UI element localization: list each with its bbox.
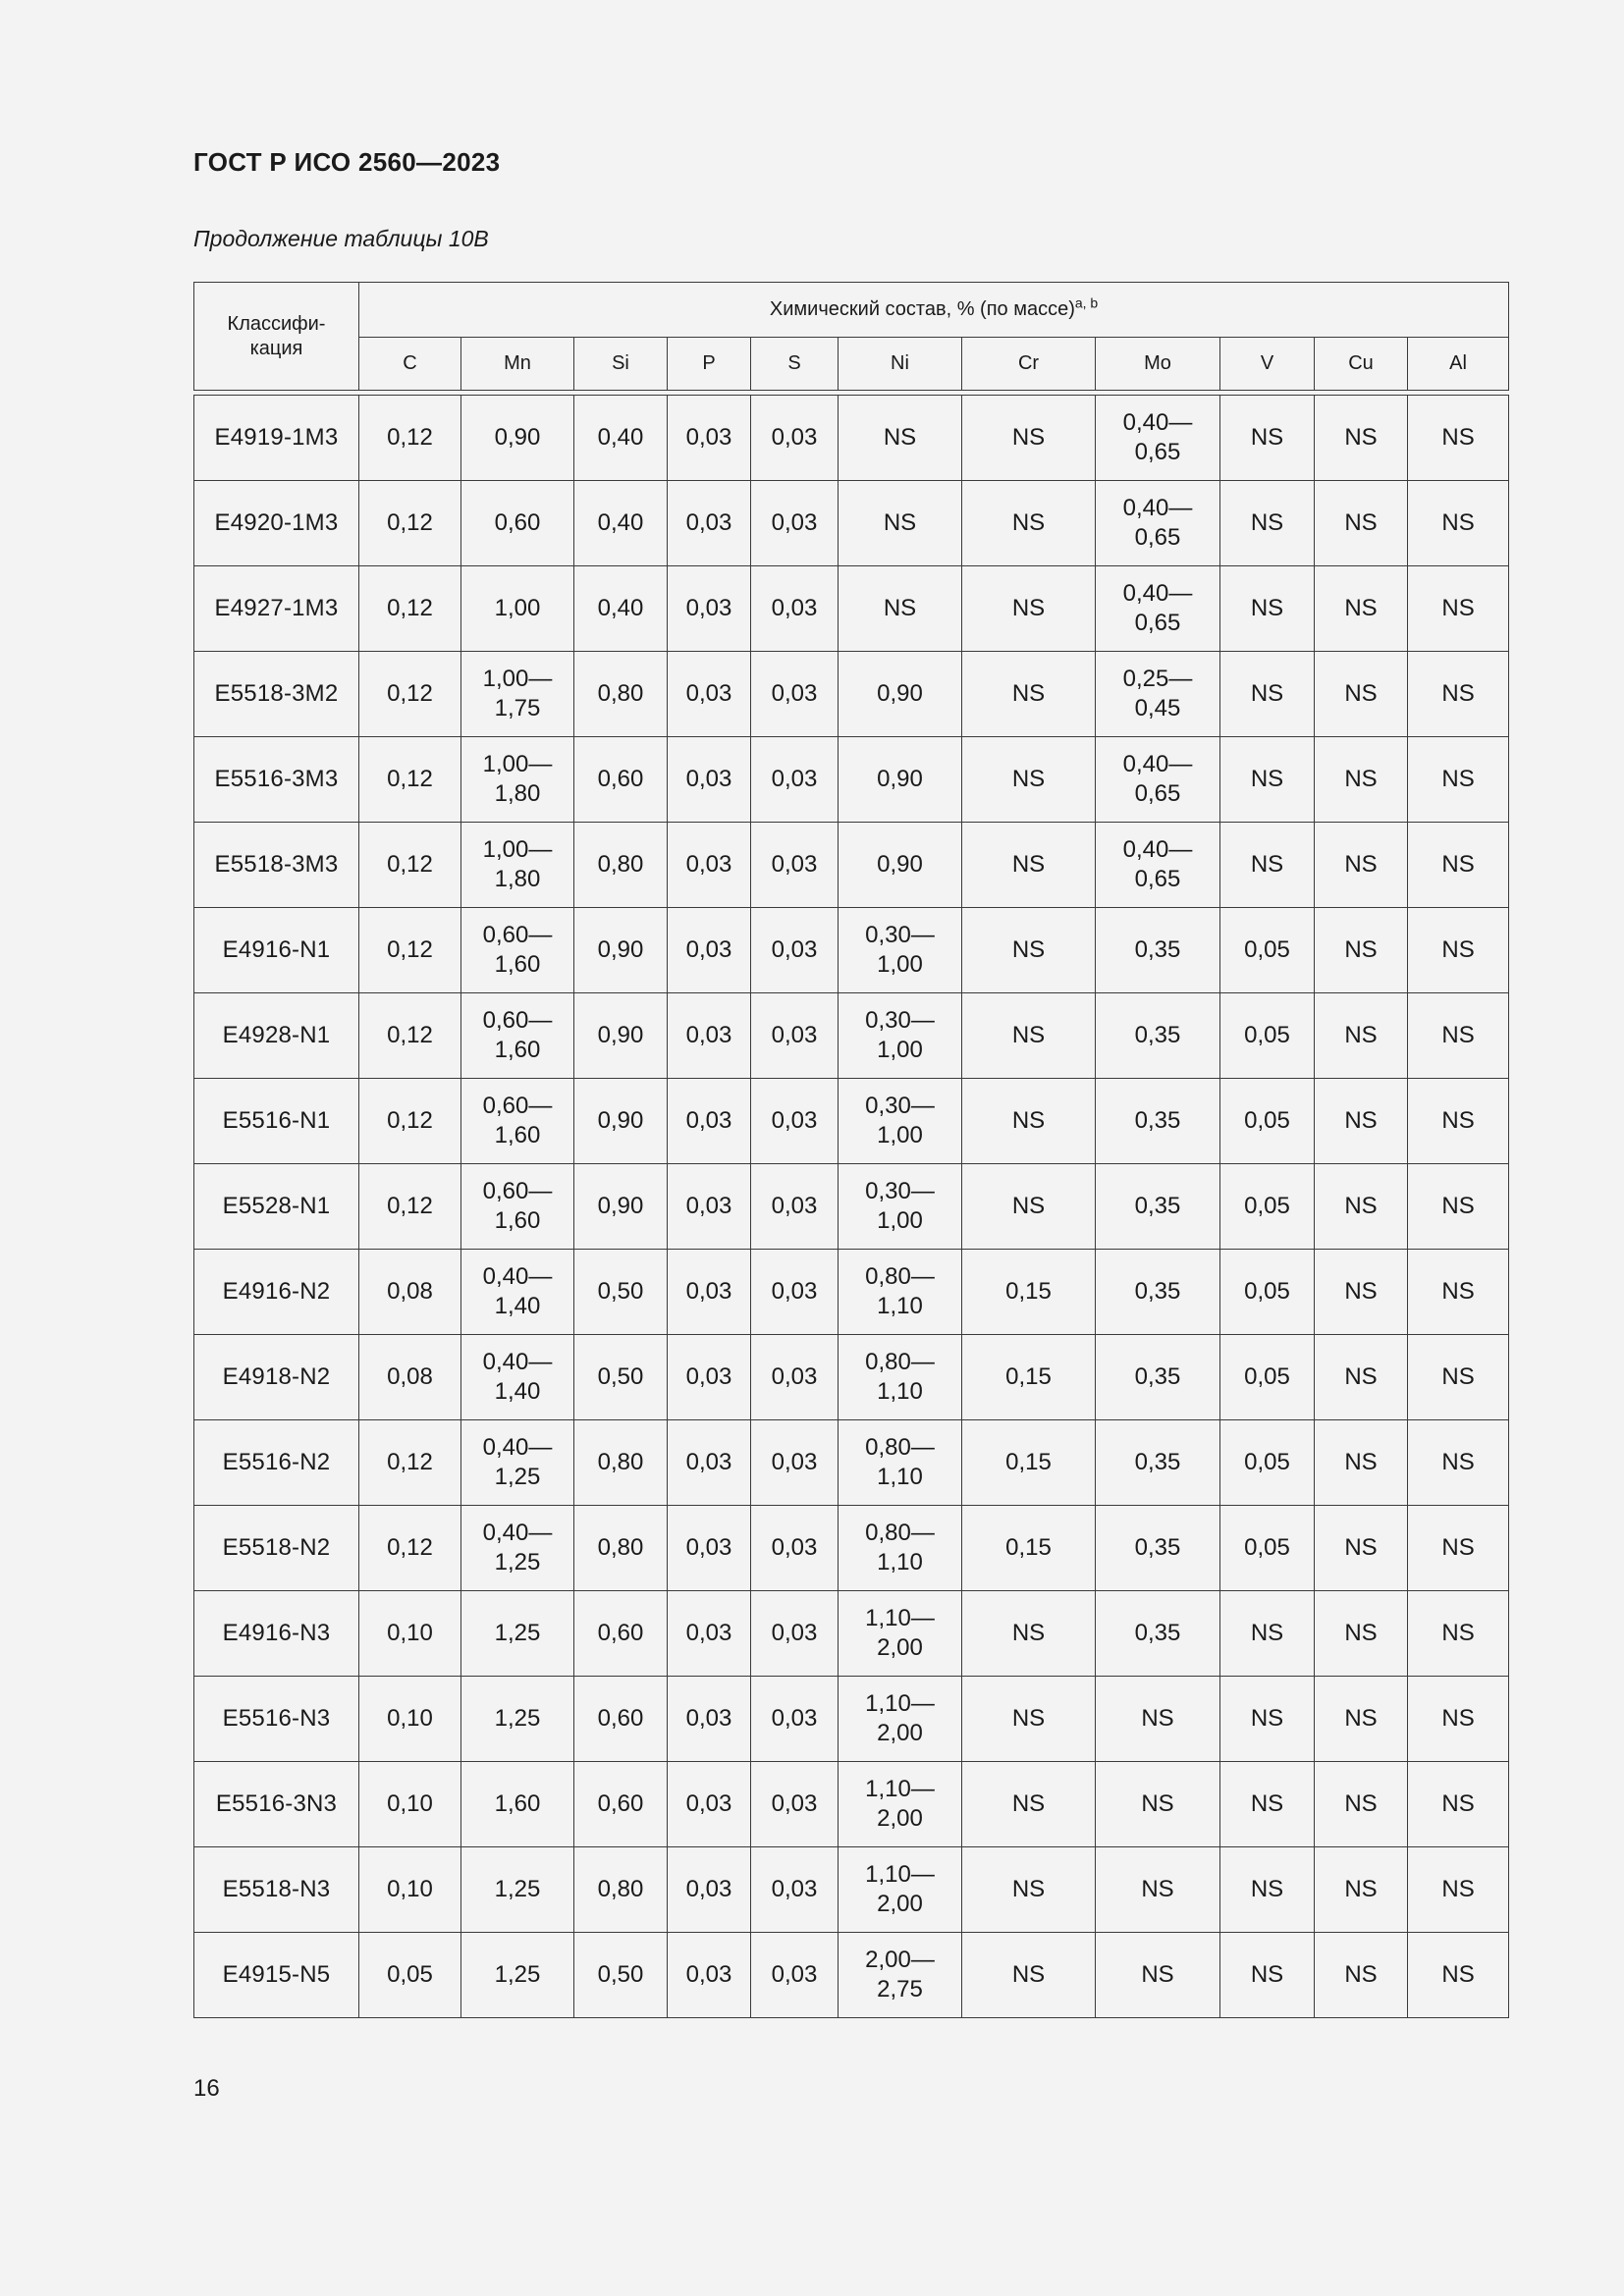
cell-mo: 0,35	[1096, 908, 1220, 993]
chemical-composition-header	[359, 283, 1509, 338]
table-row	[194, 1250, 1509, 1335]
classification-cell: E5516-N2	[194, 1420, 359, 1506]
element-header-c: C	[359, 338, 461, 391]
cell-si: 0,90	[574, 1164, 668, 1250]
table-row	[194, 737, 1509, 823]
cell-si: 0,80	[574, 1420, 668, 1506]
table-row	[194, 1079, 1509, 1164]
cell-cu: NS	[1315, 1506, 1408, 1591]
cell-cr: NS	[962, 396, 1096, 481]
page-number: 16	[193, 2075, 220, 2102]
cell-mo: 0,25— 0,45	[1096, 652, 1220, 737]
cell-al: NS	[1408, 566, 1509, 652]
cell-s: 0,03	[751, 566, 839, 652]
element-header-v: V	[1220, 338, 1315, 391]
cell-mn: 0,60— 1,60	[461, 908, 574, 993]
cell-al: NS	[1408, 396, 1509, 481]
cell-p: 0,03	[668, 823, 751, 908]
cell-cr: NS	[962, 823, 1096, 908]
cell-ni: 2,00— 2,75	[839, 1933, 962, 2018]
cell-p: 0,03	[668, 396, 751, 481]
table-row	[194, 1335, 1509, 1420]
cell-p: 0,03	[668, 1164, 751, 1250]
element-header-si: Si	[574, 338, 668, 391]
cell-cr: NS	[962, 1677, 1096, 1762]
cell-s: 0,03	[751, 1677, 839, 1762]
cell-mn: 0,40— 1,40	[461, 1250, 574, 1335]
cell-v: 0,05	[1220, 993, 1315, 1079]
cell-cu: NS	[1315, 1335, 1408, 1420]
cell-ni: 0,80— 1,10	[839, 1335, 962, 1420]
cell-mn: 1,00— 1,80	[461, 737, 574, 823]
cell-al: NS	[1408, 1506, 1509, 1591]
table-row	[194, 1933, 1509, 2018]
cell-ni: 0,30— 1,00	[839, 1079, 962, 1164]
element-header-s: S	[751, 338, 839, 391]
cell-v: NS	[1220, 1591, 1315, 1677]
classification-cell: E4919-1M3	[194, 396, 359, 481]
cell-mo: 0,35	[1096, 1335, 1220, 1420]
cell-mo: 0,35	[1096, 1079, 1220, 1164]
cell-si: 0,80	[574, 823, 668, 908]
cell-ni: 1,10— 2,00	[839, 1762, 962, 1847]
cell-cu: NS	[1315, 737, 1408, 823]
cell-cu: NS	[1315, 1677, 1408, 1762]
cell-cu: NS	[1315, 1250, 1408, 1335]
cell-c: 0,12	[359, 908, 461, 993]
cell-p: 0,03	[668, 908, 751, 993]
cell-mo: 0,35	[1096, 993, 1220, 1079]
cell-c: 0,12	[359, 737, 461, 823]
element-header-mn: Mn	[461, 338, 574, 391]
cell-cr: NS	[962, 1164, 1096, 1250]
cell-cu: NS	[1315, 652, 1408, 737]
cell-mn: 0,40— 1,40	[461, 1335, 574, 1420]
cell-mo: 0,35	[1096, 1164, 1220, 1250]
cell-cr: 0,15	[962, 1506, 1096, 1591]
cell-v: NS	[1220, 737, 1315, 823]
cell-c: 0,08	[359, 1335, 461, 1420]
cell-v: 0,05	[1220, 1250, 1315, 1335]
cell-p: 0,03	[668, 737, 751, 823]
cell-si: 0,40	[574, 396, 668, 481]
cell-c: 0,10	[359, 1591, 461, 1677]
cell-ni: 0,90	[839, 652, 962, 737]
cell-mn: 1,00— 1,75	[461, 652, 574, 737]
cell-cu: NS	[1315, 823, 1408, 908]
cell-mn: 1,00— 1,80	[461, 823, 574, 908]
classification-cell: E4916-N2	[194, 1250, 359, 1335]
cell-p: 0,03	[668, 1933, 751, 2018]
cell-p: 0,03	[668, 1506, 751, 1591]
cell-ni: 0,90	[839, 823, 962, 908]
cell-s: 0,03	[751, 908, 839, 993]
cell-mo: NS	[1096, 1847, 1220, 1933]
cell-ni: 1,10— 2,00	[839, 1847, 962, 1933]
cell-cr: 0,15	[962, 1250, 1096, 1335]
cell-ni: 0,90	[839, 737, 962, 823]
cell-al: NS	[1408, 1164, 1509, 1250]
cell-al: NS	[1408, 1335, 1509, 1420]
cell-cr: NS	[962, 566, 1096, 652]
cell-mn: 0,60— 1,60	[461, 993, 574, 1079]
table-row	[194, 1506, 1509, 1591]
cell-mo: NS	[1096, 1677, 1220, 1762]
cell-cu: NS	[1315, 1420, 1408, 1506]
cell-si: 0,60	[574, 1591, 668, 1677]
cell-cu: NS	[1315, 908, 1408, 993]
cell-c: 0,10	[359, 1677, 461, 1762]
table-row	[194, 908, 1509, 993]
classification-cell: E4928-N1	[194, 993, 359, 1079]
cell-si: 0,50	[574, 1250, 668, 1335]
cell-cr: NS	[962, 652, 1096, 737]
cell-cu: NS	[1315, 481, 1408, 566]
cell-mn: 1,25	[461, 1933, 574, 2018]
element-header-cr: Cr	[962, 338, 1096, 391]
cell-cu: NS	[1315, 566, 1408, 652]
cell-mn: 0,90	[461, 396, 574, 481]
cell-mn: 0,60	[461, 481, 574, 566]
cell-cu: NS	[1315, 1933, 1408, 2018]
cell-mo: 0,35	[1096, 1250, 1220, 1335]
table-row	[194, 1677, 1509, 1762]
element-header-ni: Ni	[839, 338, 962, 391]
classification-cell: E4918-N2	[194, 1335, 359, 1420]
table-row	[194, 993, 1509, 1079]
cell-s: 0,03	[751, 1250, 839, 1335]
cell-ni: 0,80— 1,10	[839, 1250, 962, 1335]
cell-ni: 0,30— 1,00	[839, 908, 962, 993]
cell-p: 0,03	[668, 1250, 751, 1335]
table-row	[194, 823, 1509, 908]
cell-mo: 0,35	[1096, 1591, 1220, 1677]
cell-c: 0,12	[359, 652, 461, 737]
table-row	[194, 1591, 1509, 1677]
cell-s: 0,03	[751, 737, 839, 823]
document-code: ГОСТ Р ИСО 2560—2023	[193, 147, 501, 177]
cell-si: 0,40	[574, 566, 668, 652]
cell-al: NS	[1408, 652, 1509, 737]
cell-mo: 0,40— 0,65	[1096, 737, 1220, 823]
cell-s: 0,03	[751, 993, 839, 1079]
table-row	[194, 652, 1509, 737]
cell-si: 0,50	[574, 1335, 668, 1420]
classification-cell: E4915-N5	[194, 1933, 359, 2018]
cell-c: 0,12	[359, 566, 461, 652]
table-row	[194, 1164, 1509, 1250]
cell-v: NS	[1220, 1677, 1315, 1762]
cell-c: 0,12	[359, 481, 461, 566]
footnote-marker: a, b	[1074, 294, 1099, 311]
classification-cell: E5518-N2	[194, 1506, 359, 1591]
cell-s: 0,03	[751, 481, 839, 566]
cell-mn: 0,40— 1,25	[461, 1506, 574, 1591]
cell-ni: NS	[839, 566, 962, 652]
classification-cell: E4920-1M3	[194, 481, 359, 566]
cell-ni: 0,30— 1,00	[839, 1164, 962, 1250]
cell-c: 0,12	[359, 993, 461, 1079]
cell-v: 0,05	[1220, 908, 1315, 993]
classification-cell: E4916-N1	[194, 908, 359, 993]
cell-p: 0,03	[668, 1677, 751, 1762]
cell-si: 0,40	[574, 481, 668, 566]
cell-mo: 0,35	[1096, 1420, 1220, 1506]
chemical-composition-header-text: Химический состав, % (по массе)	[769, 298, 1075, 320]
cell-mo: 0,40— 0,65	[1096, 823, 1220, 908]
cell-s: 0,03	[751, 396, 839, 481]
cell-si: 0,90	[574, 908, 668, 993]
cell-cr: NS	[962, 1933, 1096, 2018]
cell-c: 0,12	[359, 1420, 461, 1506]
element-header-mo: Mo	[1096, 338, 1220, 391]
cell-c: 0,10	[359, 1762, 461, 1847]
classification-cell: E5518-3M2	[194, 652, 359, 737]
cell-cr: 0,15	[962, 1420, 1096, 1506]
classification-cell: E4927-1M3	[194, 566, 359, 652]
cell-p: 0,03	[668, 481, 751, 566]
classification-cell: E4916-N3	[194, 1591, 359, 1677]
cell-mn: 1,25	[461, 1847, 574, 1933]
cell-cu: NS	[1315, 993, 1408, 1079]
cell-al: NS	[1408, 481, 1509, 566]
cell-cr: NS	[962, 1079, 1096, 1164]
cell-cu: NS	[1315, 1079, 1408, 1164]
cell-s: 0,03	[751, 823, 839, 908]
cell-v: 0,05	[1220, 1420, 1315, 1506]
cell-si: 0,80	[574, 1506, 668, 1591]
cell-ni: 0,80— 1,10	[839, 1420, 962, 1506]
cell-c: 0,12	[359, 396, 461, 481]
table-row	[194, 1847, 1509, 1933]
cell-v: NS	[1220, 1933, 1315, 2018]
cell-al: NS	[1408, 1933, 1509, 2018]
cell-al: NS	[1408, 1420, 1509, 1506]
cell-al: NS	[1408, 823, 1509, 908]
element-header-row	[194, 338, 1509, 391]
cell-p: 0,03	[668, 1335, 751, 1420]
cell-ni: NS	[839, 396, 962, 481]
cell-s: 0,03	[751, 652, 839, 737]
cell-al: NS	[1408, 908, 1509, 993]
cell-v: 0,05	[1220, 1164, 1315, 1250]
cell-si: 0,60	[574, 737, 668, 823]
cell-v: NS	[1220, 823, 1315, 908]
cell-s: 0,03	[751, 1506, 839, 1591]
cell-al: NS	[1408, 1677, 1509, 1762]
cell-ni: 0,30— 1,00	[839, 993, 962, 1079]
cell-al: NS	[1408, 993, 1509, 1079]
cell-s: 0,03	[751, 1591, 839, 1677]
cell-s: 0,03	[751, 1079, 839, 1164]
cell-si: 0,90	[574, 993, 668, 1079]
table-continuation-caption: Продолжение таблицы 10B	[193, 226, 489, 251]
cell-s: 0,03	[751, 1164, 839, 1250]
cell-si: 0,80	[574, 652, 668, 737]
cell-cr: NS	[962, 481, 1096, 566]
cell-p: 0,03	[668, 1079, 751, 1164]
table-row	[194, 1762, 1509, 1847]
cell-mn: 0,60— 1,60	[461, 1079, 574, 1164]
cell-al: NS	[1408, 1762, 1509, 1847]
cell-mn: 0,40— 1,25	[461, 1420, 574, 1506]
cell-v: NS	[1220, 1762, 1315, 1847]
cell-cu: NS	[1315, 1164, 1408, 1250]
table-row	[194, 566, 1509, 652]
cell-c: 0,12	[359, 1079, 461, 1164]
cell-cu: NS	[1315, 1762, 1408, 1847]
chemical-composition-table	[193, 282, 1509, 2018]
classification-cell: E5516-3N3	[194, 1762, 359, 1847]
cell-c: 0,12	[359, 823, 461, 908]
cell-ni: 1,10— 2,00	[839, 1591, 962, 1677]
element-header-al: Al	[1408, 338, 1509, 391]
cell-cu: NS	[1315, 1591, 1408, 1677]
classification-cell: E5528-N1	[194, 1164, 359, 1250]
cell-al: NS	[1408, 1847, 1509, 1933]
table-row	[194, 481, 1509, 566]
cell-mn: 1,60	[461, 1762, 574, 1847]
cell-c: 0,12	[359, 1506, 461, 1591]
classification-cell: E5518-N3	[194, 1847, 359, 1933]
classification-cell: E5516-N1	[194, 1079, 359, 1164]
table-body	[194, 396, 1509, 2018]
cell-s: 0,03	[751, 1762, 839, 1847]
cell-s: 0,03	[751, 1335, 839, 1420]
cell-si: 0,90	[574, 1079, 668, 1164]
cell-c: 0,12	[359, 1164, 461, 1250]
cell-v: NS	[1220, 566, 1315, 652]
cell-cu: NS	[1315, 1847, 1408, 1933]
classification-cell: E5516-3M3	[194, 737, 359, 823]
cell-cr: NS	[962, 993, 1096, 1079]
cell-v: 0,05	[1220, 1506, 1315, 1591]
cell-al: NS	[1408, 1591, 1509, 1677]
cell-cu: NS	[1315, 396, 1408, 481]
table-row	[194, 396, 1509, 481]
classification-header-line-2: кация	[249, 337, 303, 359]
cell-v: NS	[1220, 652, 1315, 737]
classification-cell: E5518-3M3	[194, 823, 359, 908]
cell-al: NS	[1408, 737, 1509, 823]
cell-mn: 1,00	[461, 566, 574, 652]
composition-table-container	[193, 282, 1508, 2018]
cell-v: NS	[1220, 481, 1315, 566]
element-header-p: P	[668, 338, 751, 391]
cell-ni: 1,10— 2,00	[839, 1677, 962, 1762]
cell-si: 0,60	[574, 1762, 668, 1847]
cell-v: 0,05	[1220, 1335, 1315, 1420]
cell-c: 0,05	[359, 1933, 461, 2018]
classification-header	[194, 283, 359, 391]
cell-cr: 0,15	[962, 1335, 1096, 1420]
cell-s: 0,03	[751, 1420, 839, 1506]
cell-p: 0,03	[668, 652, 751, 737]
cell-s: 0,03	[751, 1847, 839, 1933]
cell-mo: 0,40— 0,65	[1096, 566, 1220, 652]
cell-cr: NS	[962, 908, 1096, 993]
cell-c: 0,10	[359, 1847, 461, 1933]
cell-mn: 1,25	[461, 1677, 574, 1762]
cell-c: 0,08	[359, 1250, 461, 1335]
cell-cr: NS	[962, 737, 1096, 823]
cell-mo: 0,35	[1096, 1506, 1220, 1591]
element-header-cu: Cu	[1315, 338, 1408, 391]
cell-mo: NS	[1096, 1762, 1220, 1847]
cell-p: 0,03	[668, 1847, 751, 1933]
cell-mo: 0,40— 0,65	[1096, 396, 1220, 481]
cell-p: 0,03	[668, 993, 751, 1079]
cell-al: NS	[1408, 1079, 1509, 1164]
cell-cr: NS	[962, 1591, 1096, 1677]
cell-ni: 0,80— 1,10	[839, 1506, 962, 1591]
cell-p: 0,03	[668, 1420, 751, 1506]
cell-v: NS	[1220, 1847, 1315, 1933]
cell-v: 0,05	[1220, 1079, 1315, 1164]
cell-mn: 1,25	[461, 1591, 574, 1677]
table-row	[194, 1420, 1509, 1506]
cell-s: 0,03	[751, 1933, 839, 2018]
cell-si: 0,50	[574, 1933, 668, 2018]
cell-p: 0,03	[668, 1762, 751, 1847]
cell-ni: NS	[839, 481, 962, 566]
classification-header-line-1: Классифи-	[227, 312, 326, 335]
cell-al: NS	[1408, 1250, 1509, 1335]
cell-cr: NS	[962, 1762, 1096, 1847]
classification-cell: E5516-N3	[194, 1677, 359, 1762]
cell-p: 0,03	[668, 1591, 751, 1677]
cell-si: 0,60	[574, 1677, 668, 1762]
cell-mo: 0,40— 0,65	[1096, 481, 1220, 566]
cell-si: 0,80	[574, 1847, 668, 1933]
cell-p: 0,03	[668, 566, 751, 652]
cell-mn: 0,60— 1,60	[461, 1164, 574, 1250]
cell-cr: NS	[962, 1847, 1096, 1933]
cell-mo: NS	[1096, 1933, 1220, 2018]
cell-v: NS	[1220, 396, 1315, 481]
